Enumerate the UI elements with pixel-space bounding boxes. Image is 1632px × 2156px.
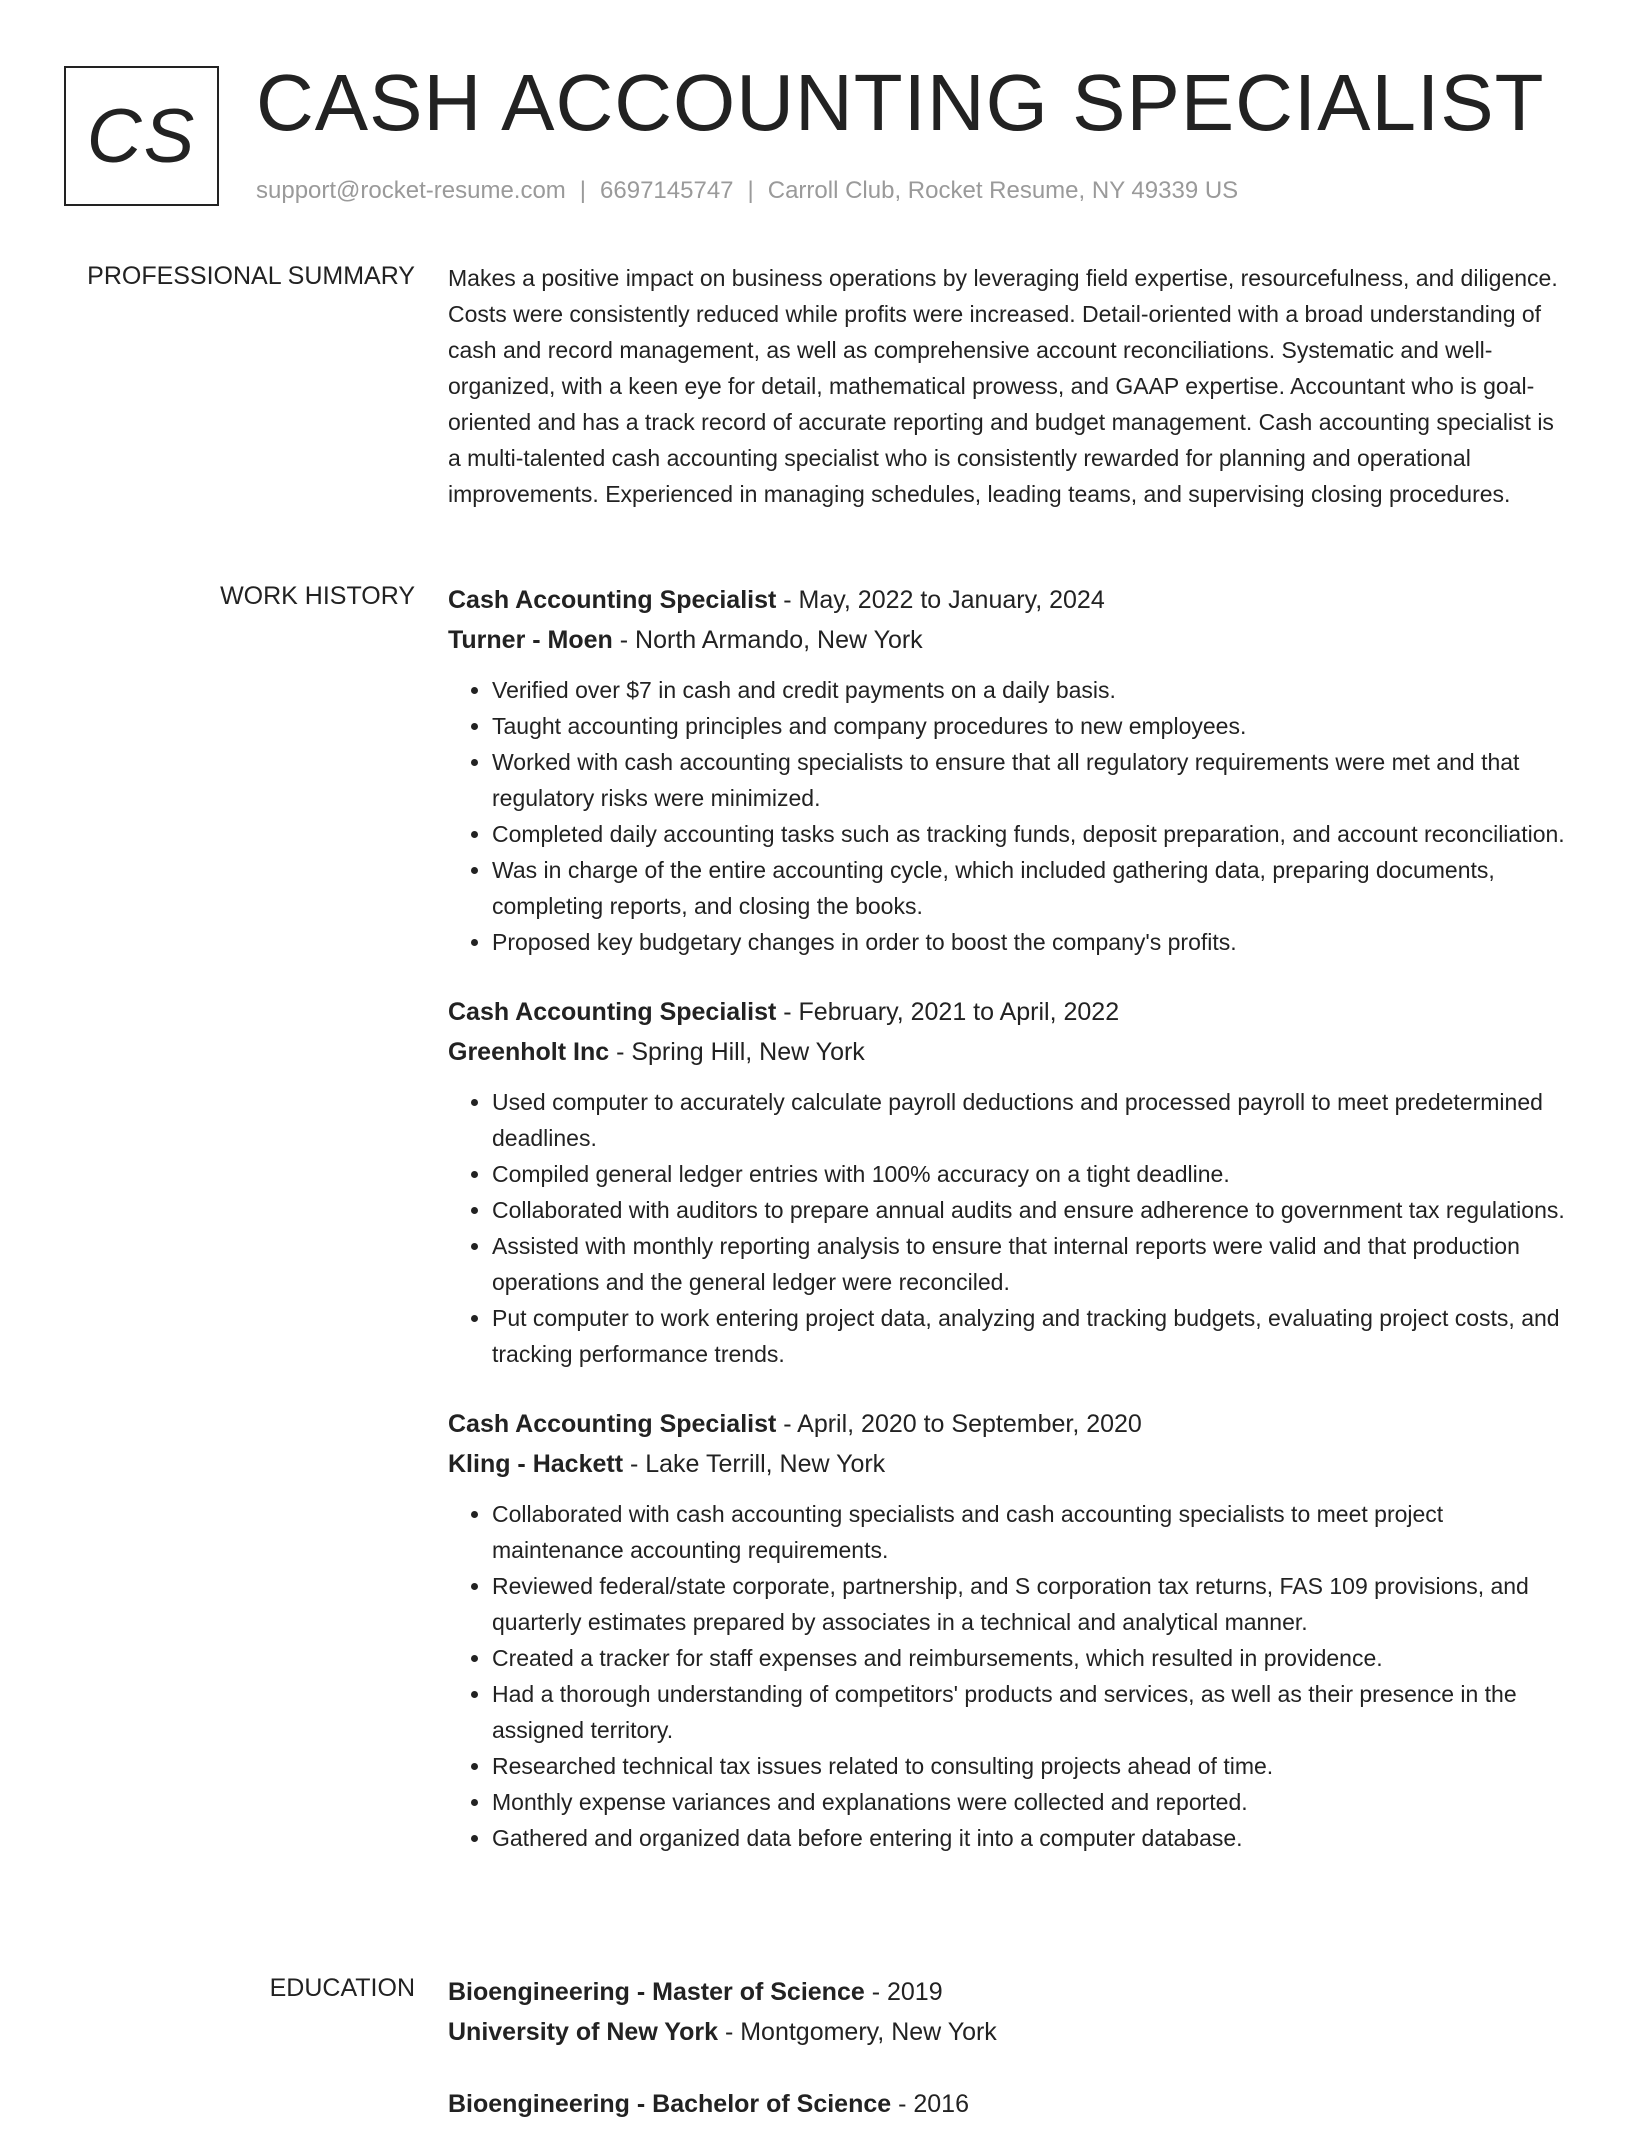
section-label: WORK HISTORY [220,582,415,610]
bullet-item: • Monthly expense variances and explanations were collected and reported. [492,1784,1568,1820]
degree-year: - 2019 [864,1978,943,2006]
education-entry [448,2084,1568,2124]
bullet-item: • Proposed key budgetary changes in order to boost the company's profits. [492,924,1568,960]
contact-email[interactable]: support@rocket-resume.com [256,177,566,204]
job-bullets [448,672,1568,960]
job-dates: - May, 2022 to January, 2024 [776,586,1105,614]
job-company-line [448,1444,1568,1484]
contact-separator: | [579,177,587,204]
page-title: CASH ACCOUNTING SPECIALIST [256,58,1545,147]
bullet-item: • Was in charge of the entire accounting cycle, which included gathering data, preparing documents, completing reports, and closing the books. [492,852,1568,924]
education-entry [448,1972,1568,2052]
job-company: Greenholt Inc [448,1038,610,1066]
degree-title: Bioengineering - Master of Science [448,1978,865,2006]
school-location: - Montgomery, New York [718,2018,997,2046]
job-title: Cash Accounting Specialist [448,998,777,1026]
bullet-item: • Worked with cash accounting specialists to ensure that all regulatory requirements were met and that regulatory risks were minimized. [492,744,1568,816]
bullet-item: • Collaborated with cash accounting specialists and cash accounting specialists to meet project maintenance accounting requirements. [492,1496,1568,1568]
job-dates: - April, 2020 to September, 2020 [776,1410,1142,1438]
job-dates: - February, 2021 to April, 2022 [776,998,1120,1026]
bullet-item: • Researched technical tax issues related to consulting projects ahead of time. [492,1748,1568,1784]
summary-text: Makes a positive impact on business operations by leveraging field expertise, resourcefulness, and diligence. Costs were consistently reduced while profits were increased. Detail-oriented with a broad understanding of cash and record management, as well as comprehensive account reconciliations. Systematic and well-organized, with a keen eye for detail, mathematical prowess, and GAAP expertise. Accountant who is goal-oriented and has a track record of accurate reporting and budget management. Cash accounting specialist is a multi-talented cash accounting specialist who is consistently rewarded for planning and operational improvements. Experienced in managing schedules, leading teams, and supervising closing procedures. [448,265,1558,507]
job-bullets [448,1084,1568,1372]
contact-line [256,175,1238,207]
contact-address: Carroll Club, Rocket Resume, NY 49339 US [767,177,1239,204]
section-label: PROFESSIONAL SUMMARY [87,262,415,290]
job-title-line [448,580,1568,620]
bullet-item: • Created a tracker for staff expenses and reimbursements, which resulted in providence. [492,1640,1568,1676]
degree-title: Bioengineering - Bachelor of Science [448,2090,892,2118]
job-location: - Spring Hill, New York [609,1038,865,1066]
job-title: Cash Accounting Specialist [448,586,777,614]
job-title: Cash Accounting Specialist [448,1410,777,1438]
job-company: Kling - Hackett [448,1450,624,1478]
job-location: - Lake Terrill, New York [623,1450,886,1478]
bullet-item: • Collaborated with auditors to prepare annual audits and ensure adherence to government tax regulations. [492,1192,1568,1228]
job-title-line [448,1404,1568,1444]
bullet-item: • Completed daily accounting tasks such as tracking funds, deposit preparation, and account reconciliation. [492,816,1568,852]
job-location: - North Armando, New York [612,626,923,654]
school-line [448,2012,1568,2052]
job-bullets [448,1496,1568,1856]
bullet-item: • Gathered and organized data before entering it into a computer database. [492,1820,1568,1856]
bullet-item: • Taught accounting principles and company procedures to new employees. [492,708,1568,744]
degree-line [448,1972,1568,2012]
bullet-item: • Put computer to work entering project data, analyzing and tracking budgets, evaluating project costs, and tracking performance trends. [492,1300,1568,1372]
degree-line [448,2084,1568,2124]
school-name: University of New York [448,2018,718,2046]
job-title-line [448,992,1568,1032]
bullet-item: • Used computer to accurately calculate payroll deductions and processed payroll to meet predetermined deadlines. [492,1084,1568,1156]
job-entry [448,1404,1568,1856]
job-company: Turner - Moen [448,626,613,654]
bullet-item: • Compiled general ledger entries with 100% accuracy on a tight deadline. [492,1156,1568,1192]
job-company-line [448,620,1568,660]
job-company-line [448,1032,1568,1072]
contact-phone[interactable]: 6697145747 [600,177,734,204]
contact-separator: | [747,177,754,204]
degree-year: - 2016 [891,2090,969,2118]
bullet-item: • Had a thorough understanding of competitors' products and services, as well as their presence in the assigned territory. [492,1676,1568,1748]
monogram-logo: CS [64,66,219,206]
bullet-item: • Assisted with monthly reporting analysis to ensure that internal reports were valid and that production operations and the general ledger were reconciled. [492,1228,1568,1300]
job-entry [448,580,1568,960]
bullet-item: • Reviewed federal/state corporate, partnership, and S corporation tax returns, FAS 109 provisions, and quarterly estimates prepared by associates in a technical and analytical manner. [492,1568,1568,1640]
job-entry [448,992,1568,1372]
section-label: EDUCATION [269,1974,415,2002]
bullet-item: • Verified over $7 in cash and credit payments on a daily basis. [492,672,1568,708]
